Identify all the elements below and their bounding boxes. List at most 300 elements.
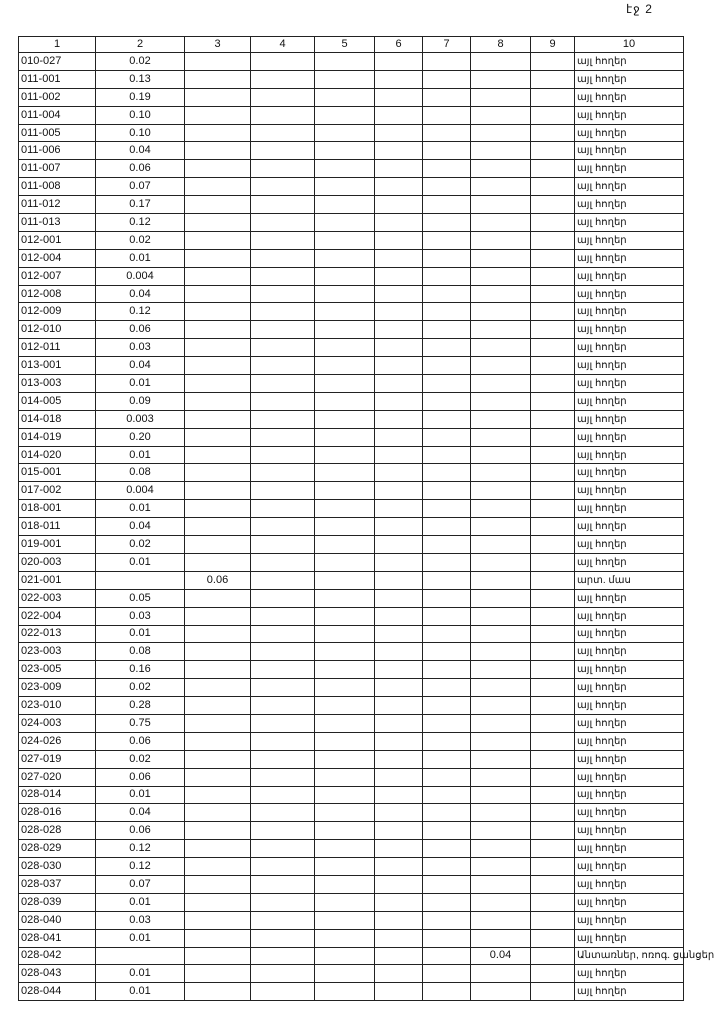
area-cell [531, 875, 575, 893]
parcel-code-cell: 023-005 [19, 661, 96, 679]
area-cell [375, 446, 423, 464]
area-cell [471, 392, 531, 410]
area-cell [531, 750, 575, 768]
area-cell [423, 786, 471, 804]
parcel-code-cell: 022-004 [19, 607, 96, 625]
area-cell [375, 661, 423, 679]
parcel-code-cell: 028-030 [19, 858, 96, 876]
area-cell [251, 214, 315, 232]
table-row [19, 196, 684, 214]
area-cell [423, 965, 471, 983]
parcel-code-cell: 014-005 [19, 392, 96, 410]
area-cell [423, 482, 471, 500]
area-cell: 0.16 [96, 661, 185, 679]
area-cell [423, 88, 471, 106]
area-cell [185, 178, 251, 196]
area-cell [251, 786, 315, 804]
land-type-cell: այլ հողեր [575, 231, 684, 249]
area-cell: 0.003 [96, 410, 185, 428]
area-cell [423, 410, 471, 428]
area-cell [251, 643, 315, 661]
land-type-cell: այլ հողեր [575, 321, 684, 339]
land-type-cell: այլ հողեր [575, 661, 684, 679]
area-cell [251, 768, 315, 786]
area-cell: 0.06 [96, 768, 185, 786]
area-cell [185, 428, 251, 446]
area-cell [185, 231, 251, 249]
area-cell [423, 804, 471, 822]
parcel-code-cell: 018-001 [19, 500, 96, 518]
area-cell [315, 464, 375, 482]
area-cell [185, 607, 251, 625]
area-cell [375, 858, 423, 876]
table-row [19, 947, 684, 965]
parcel-code-cell: 012-009 [19, 303, 96, 321]
area-cell: 0.02 [96, 231, 185, 249]
area-cell [471, 357, 531, 375]
area-cell [375, 428, 423, 446]
parcel-code-cell: 010-027 [19, 53, 96, 71]
area-cell: 0.01 [96, 929, 185, 947]
table-row [19, 392, 684, 410]
area-cell [185, 947, 251, 965]
area-cell [531, 518, 575, 536]
area-cell [185, 88, 251, 106]
area-cell [315, 661, 375, 679]
area-cell: 0.03 [96, 339, 185, 357]
area-cell [375, 482, 423, 500]
header-row [19, 37, 684, 53]
area-cell: 0.02 [96, 53, 185, 71]
area-cell [185, 697, 251, 715]
parcel-code-cell: 013-001 [19, 357, 96, 375]
area-cell: 0.03 [96, 911, 185, 929]
area-cell [185, 589, 251, 607]
area-cell [251, 911, 315, 929]
parcel-code-cell: 019-001 [19, 536, 96, 554]
parcel-code-cell: 012-011 [19, 339, 96, 357]
column-header: 9 [531, 37, 575, 53]
area-cell [375, 983, 423, 1001]
area-cell [423, 911, 471, 929]
area-cell: 0.10 [96, 106, 185, 124]
land-type-cell: այլ հողեր [575, 124, 684, 142]
area-cell [423, 518, 471, 536]
area-cell [471, 732, 531, 750]
area-cell [531, 929, 575, 947]
area-cell [251, 160, 315, 178]
area-cell [531, 714, 575, 732]
area-cell [423, 249, 471, 267]
parcel-code-cell: 015-001 [19, 464, 96, 482]
area-cell [531, 697, 575, 715]
area-cell [185, 70, 251, 88]
area-cell [251, 249, 315, 267]
area-cell: 0.06 [185, 571, 251, 589]
table-row [19, 500, 684, 518]
area-cell [315, 428, 375, 446]
area-cell [315, 196, 375, 214]
area-cell [315, 53, 375, 71]
parcel-code-cell: 011-001 [19, 70, 96, 88]
area-cell [471, 661, 531, 679]
area-cell [315, 804, 375, 822]
area-cell [315, 965, 375, 983]
area-cell [531, 375, 575, 393]
area-cell [471, 214, 531, 232]
area-cell [251, 607, 315, 625]
area-cell [251, 464, 315, 482]
column-header: 7 [423, 37, 471, 53]
land-type-cell: այլ հողեր [575, 357, 684, 375]
area-cell [251, 571, 315, 589]
area-cell [315, 858, 375, 876]
area-cell [251, 357, 315, 375]
area-cell [315, 947, 375, 965]
area-cell [531, 428, 575, 446]
area-cell [185, 357, 251, 375]
area-cell [251, 70, 315, 88]
table-row [19, 911, 684, 929]
area-cell [375, 679, 423, 697]
area-cell: 0.20 [96, 428, 185, 446]
area-cell [185, 858, 251, 876]
table-row [19, 518, 684, 536]
land-type-cell: այլ հողեր [575, 267, 684, 285]
land-type-cell: այլ հողեր [575, 643, 684, 661]
parcel-code-cell: 027-019 [19, 750, 96, 768]
area-cell [423, 893, 471, 911]
column-header: 1 [19, 37, 96, 53]
area-cell [423, 339, 471, 357]
area-cell [315, 536, 375, 554]
area-cell: 0.03 [96, 607, 185, 625]
area-cell [531, 160, 575, 178]
area-cell [531, 679, 575, 697]
area-cell [375, 643, 423, 661]
parcel-code-cell: 028-041 [19, 929, 96, 947]
table-row [19, 214, 684, 232]
area-cell [315, 124, 375, 142]
table-row [19, 88, 684, 106]
table-row [19, 553, 684, 571]
land-type-cell: այլ հողեր [575, 536, 684, 554]
area-cell [531, 643, 575, 661]
area-cell [185, 321, 251, 339]
area-cell [251, 983, 315, 1001]
parcel-code-cell: 011-013 [19, 214, 96, 232]
area-cell [315, 750, 375, 768]
area-cell [471, 446, 531, 464]
table-row [19, 536, 684, 554]
area-cell [423, 697, 471, 715]
parcel-code-cell: 018-011 [19, 518, 96, 536]
land-type-cell: այլ հողեր [575, 500, 684, 518]
area-cell [315, 500, 375, 518]
land-type-cell: այլ հողեր [575, 858, 684, 876]
area-cell [185, 643, 251, 661]
area-cell [315, 214, 375, 232]
land-type-cell: այլ հողեր [575, 607, 684, 625]
area-cell [315, 893, 375, 911]
area-cell [471, 178, 531, 196]
area-cell [315, 88, 375, 106]
area-cell [315, 285, 375, 303]
parcel-code-cell: 028-042 [19, 947, 96, 965]
table-row [19, 482, 684, 500]
area-cell [315, 267, 375, 285]
area-cell [531, 500, 575, 518]
land-type-cell: այլ հողեր [575, 965, 684, 983]
area-cell [531, 339, 575, 357]
area-cell [423, 553, 471, 571]
area-cell [531, 553, 575, 571]
area-cell: 0.12 [96, 858, 185, 876]
land-type-cell: այլ հողեր [575, 482, 684, 500]
land-type-cell: այլ հողեր [575, 768, 684, 786]
area-cell [471, 428, 531, 446]
area-cell [251, 339, 315, 357]
table-row [19, 768, 684, 786]
area-cell: 0.04 [96, 285, 185, 303]
area-cell [471, 410, 531, 428]
area-cell [423, 768, 471, 786]
area-cell: 0.004 [96, 267, 185, 285]
land-type-cell: այլ հողեր [575, 392, 684, 410]
area-cell [471, 160, 531, 178]
area-cell [423, 732, 471, 750]
area-cell [185, 303, 251, 321]
area-cell [471, 697, 531, 715]
area-cell [251, 929, 315, 947]
area-cell [471, 464, 531, 482]
area-cell: 0.01 [96, 446, 185, 464]
land-type-cell: այլ հողեր [575, 625, 684, 643]
area-cell [251, 893, 315, 911]
parcel-code-cell: 028-028 [19, 822, 96, 840]
area-cell [423, 214, 471, 232]
area-cell [315, 697, 375, 715]
land-type-cell: այլ հողեր [575, 410, 684, 428]
parcel-code-cell: 014-019 [19, 428, 96, 446]
area-cell: 0.06 [96, 822, 185, 840]
area-cell [375, 410, 423, 428]
table-row [19, 661, 684, 679]
parcel-code-cell: 017-002 [19, 482, 96, 500]
area-cell [315, 553, 375, 571]
area-cell [251, 679, 315, 697]
area-cell [375, 607, 423, 625]
area-cell [531, 446, 575, 464]
area-cell: 0.07 [96, 875, 185, 893]
area-cell [471, 893, 531, 911]
column-header: 2 [96, 37, 185, 53]
area-cell [185, 518, 251, 536]
parcel-code-cell: 027-020 [19, 768, 96, 786]
parcel-code-cell: 011-008 [19, 178, 96, 196]
table-row [19, 160, 684, 178]
area-cell [185, 464, 251, 482]
area-cell [185, 553, 251, 571]
area-cell [251, 840, 315, 858]
area-cell [375, 142, 423, 160]
area-cell [375, 840, 423, 858]
area-cell [315, 768, 375, 786]
area-cell [375, 196, 423, 214]
area-cell: 0.02 [96, 679, 185, 697]
column-header: 10 [575, 37, 684, 53]
area-cell [251, 196, 315, 214]
parcel-code-cell: 012-007 [19, 267, 96, 285]
area-cell [185, 267, 251, 285]
area-cell [375, 321, 423, 339]
area-cell [375, 714, 423, 732]
area-cell [531, 625, 575, 643]
area-cell [315, 106, 375, 124]
area-cell: 0.13 [96, 70, 185, 88]
area-cell [251, 661, 315, 679]
parcel-code-cell: 028-037 [19, 875, 96, 893]
area-cell [375, 70, 423, 88]
area-cell [531, 231, 575, 249]
area-cell [185, 661, 251, 679]
parcel-code-cell: 020-003 [19, 553, 96, 571]
area-cell [251, 482, 315, 500]
area-cell: 0.04 [471, 947, 531, 965]
area-cell [315, 70, 375, 88]
parcel-code-cell: 012-008 [19, 285, 96, 303]
area-cell [185, 375, 251, 393]
area-cell [251, 697, 315, 715]
table-row [19, 607, 684, 625]
area-cell [423, 357, 471, 375]
area-cell [531, 911, 575, 929]
area-cell [471, 106, 531, 124]
table-row [19, 285, 684, 303]
area-cell [251, 375, 315, 393]
table-row [19, 840, 684, 858]
table-row [19, 446, 684, 464]
land-type-cell: այլ հողեր [575, 911, 684, 929]
area-cell [471, 804, 531, 822]
land-type-cell: այլ հողեր [575, 840, 684, 858]
area-cell [251, 553, 315, 571]
area-cell: 0.01 [96, 553, 185, 571]
area-cell [251, 392, 315, 410]
area-cell [531, 106, 575, 124]
parcel-code-cell: 028-014 [19, 786, 96, 804]
area-cell [185, 142, 251, 160]
area-cell: 0.04 [96, 804, 185, 822]
area-cell [375, 732, 423, 750]
area-cell [185, 893, 251, 911]
area-cell [471, 339, 531, 357]
area-cell [531, 768, 575, 786]
area-cell [471, 231, 531, 249]
area-cell [531, 536, 575, 554]
table-row [19, 303, 684, 321]
area-cell [471, 768, 531, 786]
area-cell [315, 840, 375, 858]
area-cell [251, 965, 315, 983]
area-cell [471, 88, 531, 106]
area-cell [423, 375, 471, 393]
area-cell [185, 500, 251, 518]
area-cell [185, 482, 251, 500]
area-cell [471, 500, 531, 518]
area-cell [251, 804, 315, 822]
area-cell [423, 303, 471, 321]
area-cell [423, 178, 471, 196]
area-cell [185, 911, 251, 929]
area-cell [423, 840, 471, 858]
area-cell [423, 750, 471, 768]
parcel-code-cell: 028-040 [19, 911, 96, 929]
area-cell [185, 214, 251, 232]
area-cell [185, 536, 251, 554]
area-cell [315, 679, 375, 697]
area-cell: 0.01 [96, 893, 185, 911]
area-cell [531, 840, 575, 858]
area-cell: 0.06 [96, 321, 185, 339]
land-type-cell: այլ հողեր [575, 178, 684, 196]
area-cell [531, 178, 575, 196]
area-cell [531, 321, 575, 339]
table-row [19, 875, 684, 893]
area-cell [531, 858, 575, 876]
area-cell: 0.08 [96, 643, 185, 661]
area-cell [251, 750, 315, 768]
area-cell: 0.07 [96, 178, 185, 196]
area-cell [471, 267, 531, 285]
area-cell [315, 446, 375, 464]
area-cell [315, 518, 375, 536]
area-cell: 0.01 [96, 375, 185, 393]
area-cell [185, 339, 251, 357]
area-cell [251, 53, 315, 71]
area-cell: 0.01 [96, 249, 185, 267]
area-cell [375, 822, 423, 840]
area-cell [315, 786, 375, 804]
land-type-cell: այլ հողեր [575, 88, 684, 106]
table-row [19, 822, 684, 840]
area-cell [315, 410, 375, 428]
area-cell [251, 88, 315, 106]
area-cell [423, 285, 471, 303]
area-cell [375, 464, 423, 482]
table-row [19, 428, 684, 446]
parcel-code-cell: 023-009 [19, 679, 96, 697]
area-cell [531, 464, 575, 482]
area-cell [96, 571, 185, 589]
area-cell [531, 661, 575, 679]
area-cell [251, 267, 315, 285]
area-cell [423, 321, 471, 339]
land-type-cell: այլ հողեր [575, 875, 684, 893]
area-cell [375, 875, 423, 893]
area-cell [531, 589, 575, 607]
area-cell [375, 303, 423, 321]
area-cell [471, 714, 531, 732]
area-cell [423, 53, 471, 71]
area-cell [531, 804, 575, 822]
area-cell [375, 375, 423, 393]
table-row [19, 178, 684, 196]
area-cell [471, 571, 531, 589]
area-cell [251, 446, 315, 464]
area-cell [185, 965, 251, 983]
area-cell [471, 983, 531, 1001]
